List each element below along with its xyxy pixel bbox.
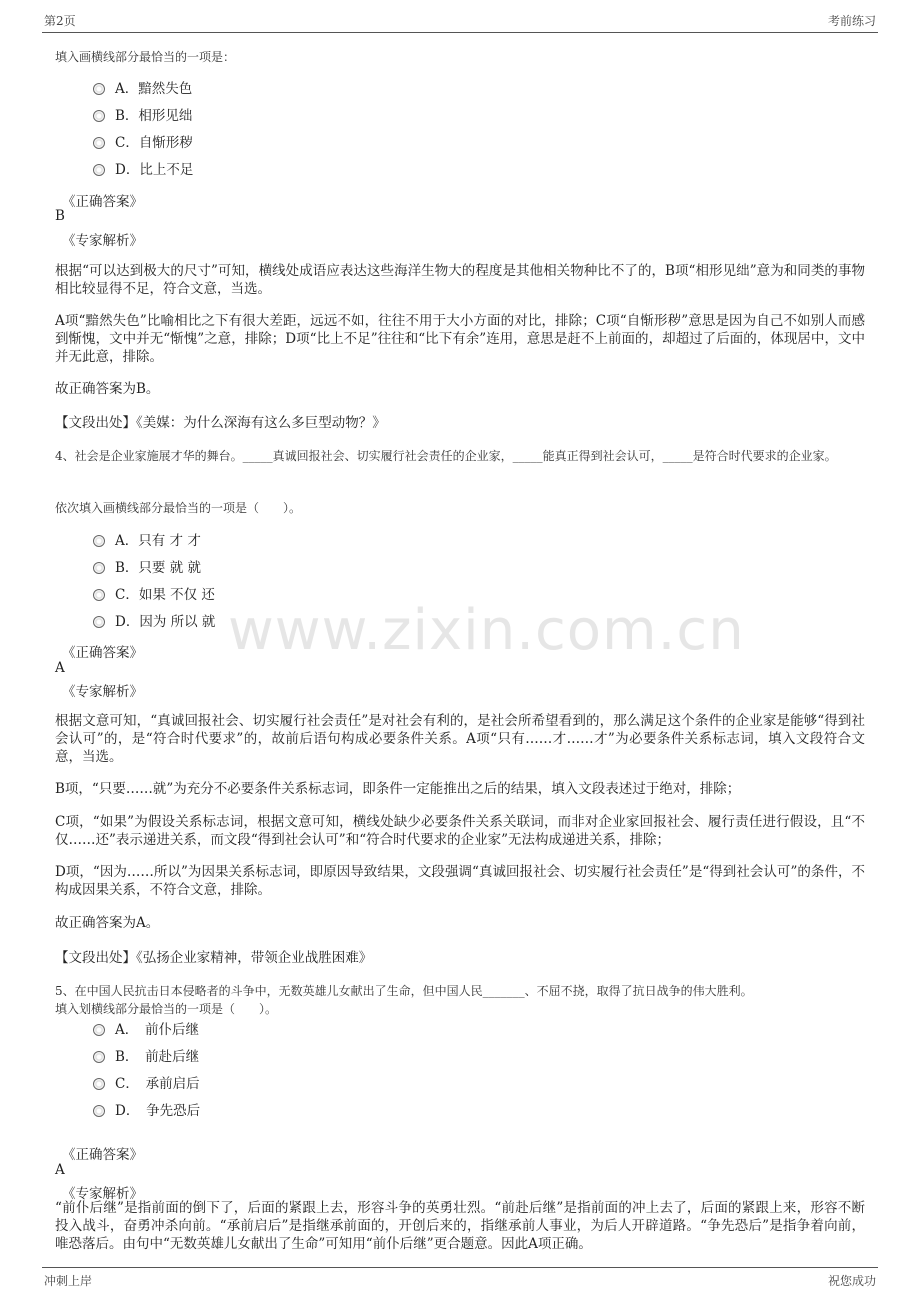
option-label: B．只要 就 就 [115, 560, 202, 576]
q4-source: 【文段出处】《弘扬企业家精神，带领企业战胜困难》 [55, 950, 373, 966]
q3-option-a[interactable] [93, 80, 192, 98]
header-divider [42, 32, 878, 33]
q4-answer: A [55, 660, 65, 676]
q5-option-c[interactable] [93, 1075, 200, 1093]
option-label: A． 前仆后继 [115, 1022, 199, 1038]
q4-analysis-p4: D项，“因为……所以”为因果关系标志词，即原因导致结果，文段强调“真诚回报社会、切实履行社会责任”是“得到社会认可”的条件，不构成因果关系，不符合文意，排除。 [55, 864, 865, 898]
option-label: B．相形见绌 [115, 108, 193, 124]
option-label: D．比上不足 [115, 162, 194, 178]
q3-analysis-p2: A项“黯然失色”比喻相比之下有很大差距，远远不如，往往不用于大小方面的对比，排除；C项“自惭形秽”意思是因为自己不如别人而感到惭愧，文中并无“惭愧”之意，排除；D项“比上不足”往往和“比下有余”连用，意思是赶不上前面的，却超过了后面的，体现居中，文中并无此意，排除。 [55, 313, 865, 365]
option-label: A．只有 才 才 [115, 533, 201, 549]
q4-stem: 4、社会是企业家施展才华的舞台。_____真诚回报社会、切实履行社会责任的企业家，_____能真正得到社会认可，_____是符合时代要求的企业家。 [55, 449, 837, 463]
radio-icon[interactable] [93, 589, 105, 601]
q4-analysis-label: 《专家解析》 [62, 684, 143, 700]
q4-option-b[interactable] [93, 559, 201, 577]
q5-stem: 5、在中国人民抗击日本侵略者的斗争中，无数英雄儿女献出了生命，但中国人民_______、不屈不挠，取得了抗日战争的伟大胜利。 [55, 984, 753, 998]
q3-option-b[interactable] [93, 107, 192, 125]
q5-prompt: 填入划横线部分最恰当的一项是（ ）。 [55, 1002, 278, 1016]
option-label: B． 前赴后继 [115, 1049, 200, 1065]
q4-option-c[interactable] [93, 586, 215, 604]
q4-analysis-p3: C项，“如果”为假设关系标志词，根据文意可知，横线处缺少必要条件关系关联词，而非对企业家回报社会、履行责任进行假设，且“不仅……还”表示递进关系，而文段“得到社会认可”和“符合时代要求的企业家”无法构成递进关系，排除； [55, 814, 865, 848]
radio-icon[interactable] [93, 616, 105, 628]
watermark: www.zixin.com.cn [228, 598, 745, 663]
radio-icon[interactable] [93, 1105, 105, 1117]
q3-answer: B [55, 208, 65, 224]
option-label: C． 承前启后 [115, 1076, 200, 1092]
option-label: D．因为 所以 就 [115, 614, 216, 630]
q4-prompt: 依次填入画横线部分最恰当的一项是（ ）。 [55, 501, 302, 515]
option-label: A．黯然失色 [115, 81, 193, 97]
q5-analysis-label: 《专家解析》 [62, 1186, 143, 1202]
q4-analysis-p2: B项，“只要……就”为充分不必要条件关系标志词，即条件一定能推出之后的结果，填入文段表述过于绝对，排除； [55, 781, 741, 797]
q5-answer: A [55, 1162, 65, 1178]
footer-divider [42, 1267, 878, 1268]
radio-icon[interactable] [93, 164, 105, 176]
option-label: C．自惭形秽 [115, 135, 193, 151]
q5-option-b[interactable] [93, 1048, 199, 1066]
header-title: 考前练习 [827, 14, 876, 28]
radio-icon[interactable] [93, 1024, 105, 1036]
q3-analysis-p1: 根据“可以达到极大的尺寸”可知，横线处成语应表达这些海洋生物大的程度是其他相关物种比不了的，B项“相形见绌”意为和同类的事物相比较显得不足，符合文意，当选。 [55, 263, 865, 297]
q4-analysis-p5: 故正确答案为A。 [55, 915, 160, 931]
q4-answer-label: 《正确答案》 [62, 645, 143, 661]
q3-option-d[interactable] [93, 161, 193, 179]
q5-option-d[interactable] [93, 1102, 200, 1120]
q5-analysis: “前仆后继”是指前面的倒下了，后面的紧跟上去，形容斗争的英勇壮烈。“前赴后继”是指前面的冲上去了，后面的紧跟上来，形容不断投入战斗，奋勇冲杀向前。“承前启后”是指继承前面的，开创后来的，指继承前人事业，为后人开辟道路。“争先恐后”是指争着向前，唯恐落后。由句中“无数英雄儿女献出了生命”可知用“前仆后继”更合题意。因此A项正确。 [55, 1200, 865, 1252]
radio-icon[interactable] [93, 562, 105, 574]
q3-answer-label: 《正确答案》 [62, 194, 143, 210]
footer-left: 冲刺上岸 [44, 1274, 93, 1288]
option-label: D． 争先恐后 [115, 1103, 201, 1119]
q4-option-d[interactable] [93, 613, 215, 631]
q5-answer-label: 《正确答案》 [62, 1147, 143, 1163]
radio-icon[interactable] [93, 1078, 105, 1090]
footer-right: 祝您成功 [827, 1274, 876, 1288]
q4-option-a[interactable] [93, 532, 201, 550]
q3-analysis-label: 《专家解析》 [62, 233, 143, 249]
q3-analysis-p3: 故正确答案为B。 [55, 381, 160, 397]
radio-icon[interactable] [93, 137, 105, 149]
radio-icon[interactable] [93, 110, 105, 122]
q3-option-c[interactable] [93, 134, 193, 152]
q3-source: 【文段出处】《美媒：为什么深海有这么多巨型动物？》 [55, 415, 386, 431]
radio-icon[interactable] [93, 535, 105, 547]
option-label: C．如果 不仅 还 [115, 587, 215, 603]
q3-prompt: 填入画横线部分最恰当的一项是： [55, 50, 236, 64]
radio-icon[interactable] [93, 1051, 105, 1063]
radio-icon[interactable] [93, 83, 105, 95]
q4-analysis-p1: 根据文意可知，“真诚回报社会、切实履行社会责任”是对社会有利的，是社会所希望看到的，那么满足这个条件的企业家是能够“得到社会认可”的，是“符合时代要求”的，故前后语句构成必要条件关系。A项“只有……才……才”为必要条件关系标志词，填入文段符合文意，当选。 [55, 713, 865, 765]
q5-option-a[interactable] [93, 1021, 199, 1039]
page-number: 第2页 [44, 14, 76, 28]
